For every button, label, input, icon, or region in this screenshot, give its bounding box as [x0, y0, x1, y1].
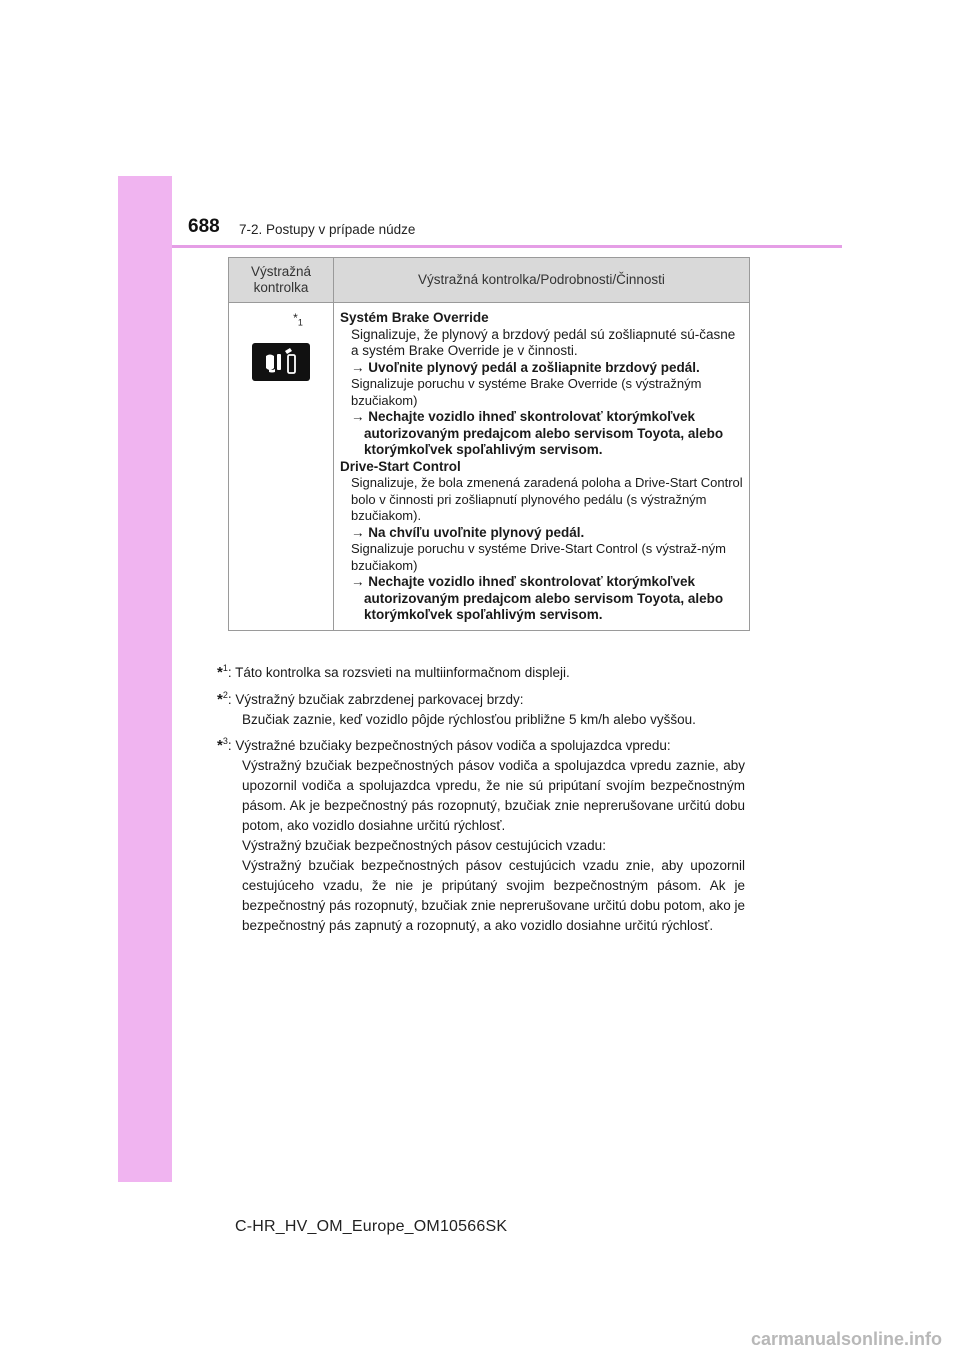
header-rule — [172, 245, 842, 248]
brake-override-fault-desc: Signalizuje poruchu v systéme Brake Override (s výstražným bzučiakom) — [351, 376, 702, 408]
table-header-row — [229, 258, 750, 303]
footnote-2-body: Bzučiak zaznie, keď vozidlo pôjde rýchlosťou približne 5 km/h alebo vyššou. — [242, 712, 696, 727]
drive-start-desc: Signalizuje, že bola zmenená zaradená poloha a Drive-Start Control bolo v činnosti pri zošliapnutí plynového pedálu (s výstražným bzučiakom). — [351, 475, 743, 523]
footnote-3-body2: Výstražný bzučiak bezpečnostných pásov cestujúcich vzadu: — [242, 838, 606, 853]
drive-start-fault-action: → Nechajte vozidlo ihneď skontrolovať ktorýmkoľvek autorizovaným predajcom alebo servisom Toyota, alebo ktorýmkoľvek spoľahlivým servisom. — [351, 574, 724, 622]
drive-start-title: Drive-Start Control — [340, 458, 461, 474]
brake-override-desc: Signalizuje, že plynový a brzdový pedál sú zošliapnuté sú-časne a systém Brake Override je v činnosti. — [351, 326, 736, 358]
table-row — [229, 303, 750, 631]
details-cell — [334, 303, 750, 631]
table-header-details: Výstražná kontrolka/Podrobnosti/Činnosti — [334, 258, 750, 303]
footnote-2: *$^2$: Výstražný bzučiak zabrzdenej parkovacej brzdy: Bzučiak zaznie, keď vozidlo pôjde rýchlosťou približne 5 km/h alebo vyššou. — [217, 685, 745, 730]
footnote-3-body3: Výstražný bzučiak bezpečnostných pásov cestujúcich vzadu znie, aby upozornil cestujúceho vzadu, že nie je pripútaný svojim bezpečnostným pásom. Ak je bezpečnostný pás rozopnutý, bzučiak znie neprerušovane určitú dobu potom, ako je bezpečnostný pás zapnutý a rozopnutý, a ako vozidlo dosiahne určitú rýchlosť. — [242, 858, 745, 933]
footnote-mark: *$^1$ — [217, 663, 228, 681]
brake-override-fault-action: → Nechajte vozidlo ihneď skontrolovať ktorýmkoľvek autorizovaným predajcom alebo servisom Toyota, alebo ktorýmkoľvek spoľahlivým servisom. — [351, 409, 724, 457]
arrow-icon: → — [351, 574, 369, 589]
brake-override-title: Systém Brake Override — [340, 310, 489, 325]
footnote-mark: *$^2$ — [217, 690, 228, 708]
brake-override-action: → Uvoľnite plynový pedál a zošliapnite brzdový pedál. — [351, 359, 700, 375]
drive-start-fault-desc: Signalizuje poruchu v systéme Drive-Start Control (s výstraž-ným bzučiakom) — [351, 541, 726, 573]
arrow-icon: → — [351, 524, 369, 540]
footnote-3: *$^3$: Výstražné bzučiaky bezpečnostných pásov vodiča a spolujazdca vpredu: Výstražný bzučiak bezpečnostných pásov vodiča a spolujazdca vpredu zaznie, aby upozornil vodiča a spolujazdca vpredu, že nie sú pripútaní svojím bezpečnostným pásom. Ak je bezpečnostný pás rozopnutý, bzučiak znie neprerušovane určitú dobu potom, ako vozidlo dosiahne určitú rýchlosť. Výstražný bzučiak bezpečnostných pásov cestujúcich vzadu: Výstražný bzučiak bezpečnostných pásov cestujúcich vzadu znie, aby upozornil cestujúceho vzadu, že nie je pripútaný svojim bezpečnostným pásom. Ak je bezpečnostný pás rozopnutý, bzučiak znie neprerušovane určitú dobu potom, ako je bezpečnostný pás zapnutý a rozopnutý, a ako vozidlo dosiahne určitú rýchlosť. — [217, 731, 745, 936]
page-number: 688 — [188, 216, 220, 237]
icon-footnote-ref: $*_1$ — [293, 311, 303, 328]
side-tab-band — [118, 176, 172, 1182]
brake-override-warning-icon — [252, 343, 310, 381]
arrow-icon: → — [351, 409, 369, 424]
watermark: carmanualsonline.info — [750, 1329, 942, 1349]
document-code: C-HR_HV_OM_Europe_OM10566SK — [235, 1218, 508, 1235]
section-title: 7-2. Postupy v prípade núdze — [239, 222, 416, 237]
footnote-mark: *$^3$ — [217, 736, 228, 754]
drive-start-action: → Na chvíľu uvoľnite plynový pedál. — [351, 524, 585, 540]
footnote-1: *$^1$: Táto kontrolka sa rozsvieti na multiinformačnom displeji. — [217, 663, 570, 681]
warning-light-table — [228, 257, 750, 631]
icon-cell — [229, 303, 334, 631]
table-header-light: Výstražná kontrolka — [229, 258, 334, 303]
arrow-icon: → — [351, 359, 369, 375]
footnote-3-body: Výstražný bzučiak bezpečnostných pásov vodiča a spolujazdca vpredu zaznie, aby upozornil vodiča a spolujazdca vpredu, že nie sú pripútaní svojím bezpečnostným pásom. Ak je bezpečnostný pás rozopnutý, bzučiak znie neprerušovane určitú dobu potom, ako vozidlo dosiahne určitú rýchlosť. — [242, 758, 745, 833]
